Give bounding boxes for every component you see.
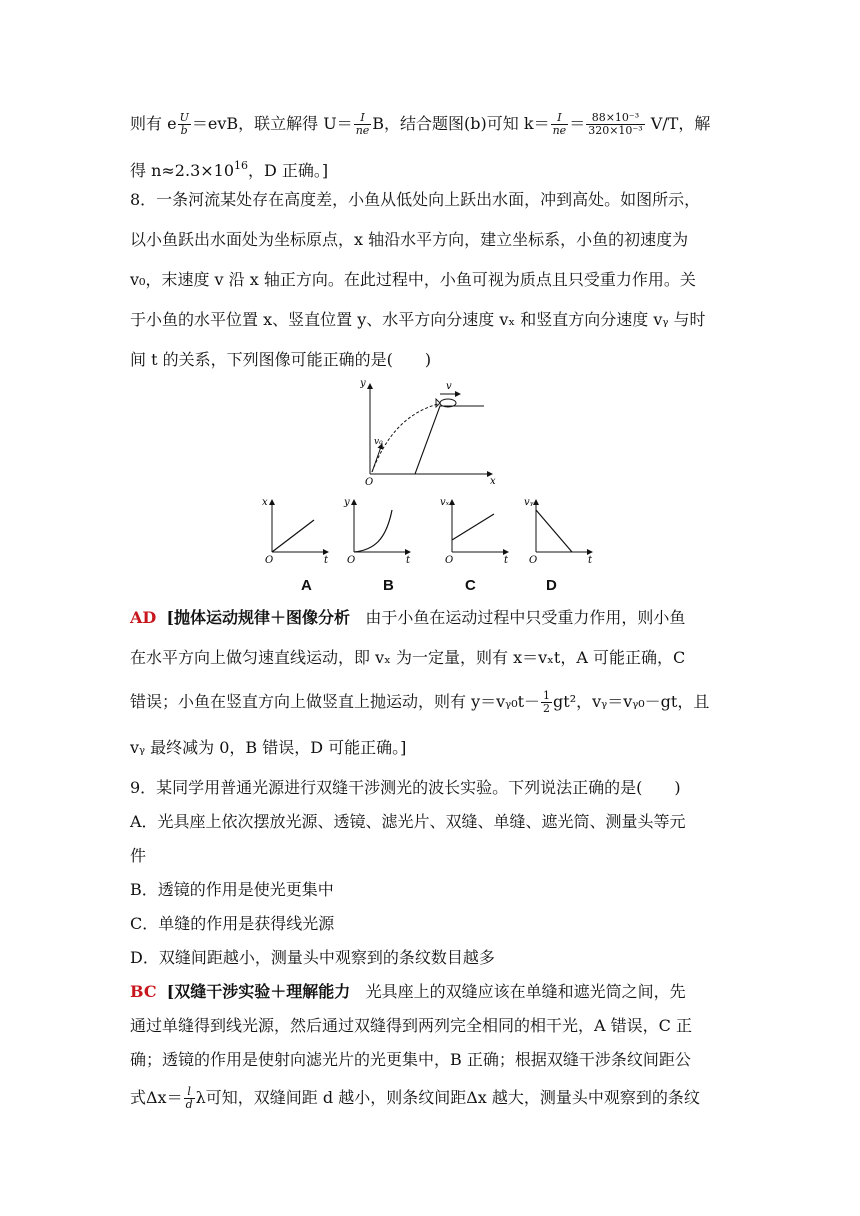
answer-tag: BC [130,982,157,1001]
q8-line-1: 8．一条河流某处存在高度差，小鱼从低处向上跃出水面，冲到高处。如图所示， [130,190,701,209]
q8-line-3: v₀，末速度 v 沿 x 轴正方向。在此过程中，小鱼可视为质点且只受重力作用。关 [130,270,696,289]
q8-main-figure [360,378,510,488]
q8-answer-line-1: AD [抛体运动规律＋图像分析 由于小鱼在运动过程中只受重力作用，则小鱼 [130,608,686,627]
prev-answer-line-2: 得 $n\approx 2.3\times 10^{16}$，D 正确。] [130,159,329,180]
fraction: $\frac{\text{88×10⁻³}}{\text{320×10⁻³}}$ [588,111,643,137]
axis-label: t [504,555,509,566]
label-origin: O [365,477,374,488]
origin-label: O [445,555,454,566]
v0-arrow [372,444,382,472]
q8-line-2: 以小鱼跃出水面处为坐标原点，x 轴沿水平方向，建立坐标系，小鱼的初速度为 [130,230,689,249]
q9-option-D: D．双缝间距越小，测量头中观察到的条纹数目越多 [130,948,495,967]
riverbank-step [415,406,484,474]
axis-label: t [588,555,593,566]
q9-answer-line-2: 通过单缝得到线光源，然后通过双缝得到两列完全相同的相干光，A 错误，C 正 [130,1016,692,1035]
q9-option-B: B．透镜的作用是使光更集中 [130,880,334,899]
graph-line [452,514,494,540]
q9-option-C: C．单缝的作用是获得线光源 [130,914,335,933]
axis-label: t [406,555,411,566]
axis-label: t [324,555,329,566]
origin-label: O [347,555,356,566]
q9-answer-line-3: 确；透镜的作用是使射向滤光片的光更集中，B 正确；根据双缝干涉条纹间距公 [130,1050,691,1069]
q8-graph-D [522,494,598,566]
q8-graph-C [438,494,514,566]
label-y: y [360,378,366,389]
q8-line-4: 于小鱼的水平位置 x、竖直位置 y、水平方向分速度 vₓ 和竖直方向分速度 vᵧ 与时 [130,310,706,329]
answer-title: [抛体运动规律＋图像分析 [166,608,351,627]
q9-stem: 9．某同学用普通光源进行双缝干涉测光的波长实验。下列说法正确的是( ) [130,778,681,797]
answer-tag: AD [130,608,157,627]
label-v0: v₀ [374,437,383,447]
fraction: $\frac{U}{b}$ [179,111,189,137]
caption-B: B [383,577,394,594]
axis-label: x [262,497,268,508]
label-x: x [490,476,496,487]
graph-line [536,510,572,552]
answer-title: [双缝干涉实验＋理解能力 [166,982,351,1001]
q8-answer-line-4: vᵧ 最终减为 0，B 错误，D 可能正确。] [130,738,407,757]
q8-answer-line-2: 在水平方向上做匀速直线运动，即 vₓ 为一定量，则有 x＝vₓt，A 可能正确，C [130,648,686,667]
fraction: $\frac{l}{d}$ [185,1085,193,1111]
q8-graph-A [258,494,334,566]
fraction: $\frac{1}{2}$ [543,689,551,715]
q9-answer-line-1: BC [双缝干涉实验＋理解能力 光具座上的双缝应该在单缝和遮光筒之间，先 [130,982,686,1001]
caption-D: D [546,577,557,594]
graph-curve [354,510,392,552]
caption-C: C [465,577,476,594]
prev-answer-line-1: 则有 e $\frac{U}{b}$ ＝evB，联立解得 U＝ $\frac{I}{ne}$ B，结合题图(b)可知 k＝ $\frac{I}{ne}$ ＝ $\frac{\text{88×10⁻³}}{\text{320×10⁻³}}$ V/T，解 [130,111,711,137]
q9-answer-line-4: 式Δx＝ $\frac{l}{d}$ λ可知，双缝间距 d 越小，则条纹间距Δx 越大，测量头中观察到的条纹 [130,1085,700,1111]
q8-answer-line-3: 错误；小鱼在竖直方向上做竖直上抛运动，则有 y＝vᵧ₀t－ $\frac{1}{2}$ gt²，vᵧ＝vᵧ₀－gt，且 [130,689,710,715]
q8-graph-B [340,494,416,566]
origin-label: O [529,555,538,566]
fraction: $\frac{I}{ne}$ [552,111,567,137]
caption-A: A [301,577,312,594]
label-v: v [446,381,452,392]
q9-option-A-line-2: 件 [130,846,147,865]
axis-label: y [344,497,350,508]
axis-label: vᵧ [524,497,534,508]
graph-line [272,520,314,552]
q9-option-A-line-1: A．光具座上依次摆放光源、透镜、滤光片、双缝、单缝、遮光筒、测量头等元 [130,812,686,831]
fraction: $\frac{I}{ne}$ [355,111,370,137]
axis-label: vₓ [440,497,450,508]
q8-line-5: 间 t 的关系，下列图像可能正确的是( ) [130,350,432,369]
origin-label: O [265,555,274,566]
